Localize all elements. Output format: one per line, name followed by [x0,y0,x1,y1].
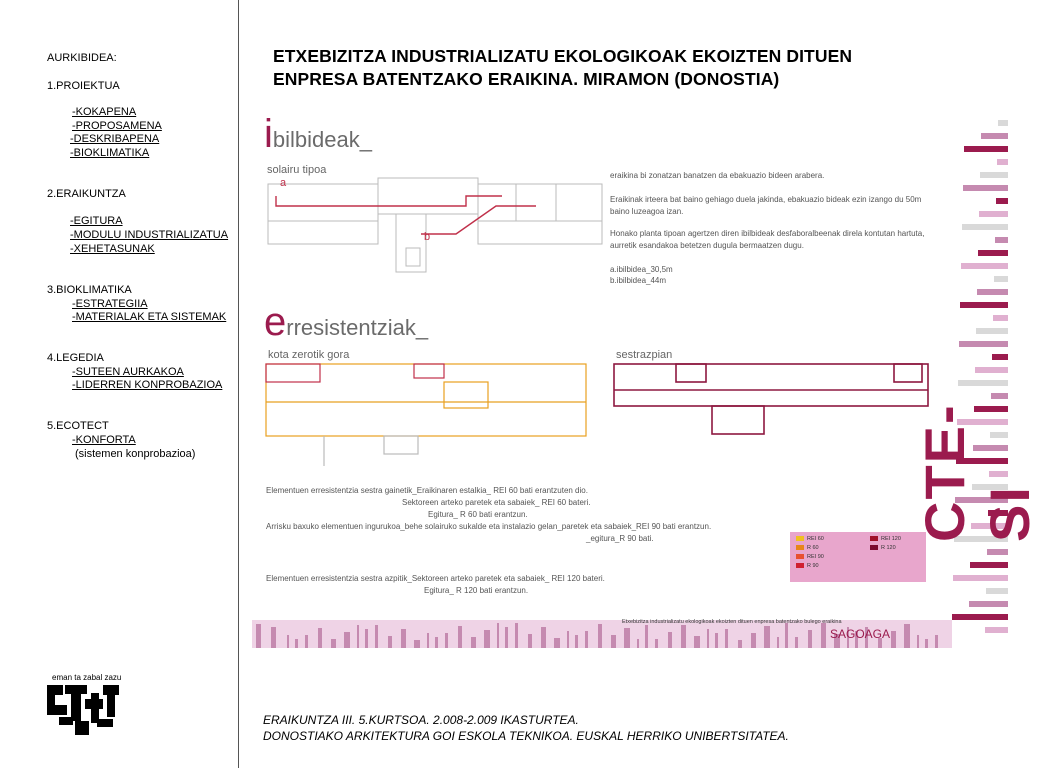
barcode-bar [528,634,532,648]
barcode-bar [598,624,602,648]
barcode-bar [821,623,826,648]
legend-item: REI 120 [870,536,901,542]
title-line-2: ENPRESA BATENTZAKO ERAIKINA. MIRAMON (DONOSTIA) [273,69,780,89]
floor-plan-above-ground [264,362,590,472]
barcode-bar [375,625,378,648]
barcode-bar [318,628,322,648]
resistance-line-6: Elementuen erresistentzia sestra azpitik_Sektoreen arteko paretek eta sabaiek_ REI 120 bateri. [266,574,605,583]
barcode-bar [694,636,700,648]
barcode-bar [256,624,261,648]
side-bar [993,315,1008,321]
cte-si-side-graphic [938,120,1010,652]
title-line-1: ETXEBIZITZA INDUSTRIALIZATU EKOLOGIKOAK EKOIZTEN DITUEN [273,46,853,66]
legend-swatch [796,554,804,559]
barcode-bar [344,632,350,648]
legend-swatch [796,536,804,541]
link-liderren-konprobazioa[interactable]: -LIDERREN KONPROBAZIOA [72,379,223,391]
side-bar [978,250,1008,256]
side-bar [987,549,1008,555]
side-bar [991,393,1008,399]
side-bar [986,588,1008,594]
side-bar [985,627,1008,633]
floor-plan-below-ground [612,362,932,442]
barcode-bar [725,629,728,648]
barcode-bar [515,623,518,648]
barcode-bar [484,630,490,648]
route-a-line [276,196,502,206]
legend-item: R 90 [796,563,819,569]
side-bar [975,367,1008,373]
route-distance-b: b.ibilbidea_44m [610,276,667,285]
barcode-bar [808,630,812,648]
side-bar [980,172,1008,178]
barcode-bar [751,633,756,648]
legend-swatch [870,536,878,541]
barcode-bar [567,631,569,648]
barcode-bar [287,635,289,648]
link-egitura[interactable]: -EGITURA [70,215,123,227]
heading-initial-e: e [264,300,287,344]
side-bar [997,159,1008,165]
ecotect-note: (sistemen konprobazioa) [75,448,196,460]
plan-label-kota-zerotik-gora: kota zerotik gora [268,349,350,361]
section-heading-legedia: 4.LEGEDIA [47,352,104,364]
barcode-bar [331,639,336,648]
side-bar [961,263,1008,269]
side-bar [959,341,1008,347]
side-bar [998,120,1008,126]
resistance-line-1: Elementuen erresistentzia sestra gainetik_Eraikinaren estalkia_ REI 60 bati erantzuten dio. [266,486,588,495]
link-materialak-eta-sistemak[interactable]: -MATERIALAK ETA SISTEMAK [72,311,227,323]
university-logo-icon [45,683,121,737]
side-bar [994,276,1008,282]
barcode-bar [585,631,588,648]
plan-label-solairu-tipoa: solairu tipoa [267,164,327,176]
side-bar [981,133,1008,139]
barcode-bar [471,637,476,648]
legend-item: REI 60 [796,536,824,542]
link-proposamena[interactable]: -PROPOSAMENA [72,120,162,132]
barcode-bar [668,632,672,648]
sidebar-title: AURKIBIDEA: [47,52,117,64]
side-bar [964,146,1008,152]
section-heading-proiektua: 1.PROIEKTUA [47,80,120,92]
section-heading-eraikuntza: 2.ERAIKUNTZA [47,188,126,200]
barcode-bar [295,639,298,648]
barcode-bar [891,631,896,648]
section-heading-bioklimatika: 3.BIOKLIMATIKA [47,284,132,296]
legend-swatch [796,545,804,550]
evacuation-text-3: Honako planta tipoan agertzen diren ibilbideak desfaboralbeenak direla kontutan hartuta, aurretik esandakoa betetzen dugula bermaatzen dugu. [610,229,925,250]
resistance-line-7: Egitura_ R 120 bati erantzun. [424,586,529,595]
barcode-bar [388,636,392,648]
barcode-bar [435,637,438,648]
legend-item: R 120 [870,545,896,551]
resistance-line-5: _egitura_R 90 bati. [586,534,654,543]
link-suteen-aurkakoa[interactable]: -SUTEEN AURKAKOA [72,366,184,378]
barcode-bar [681,625,686,648]
footer [263,712,789,744]
side-bar [962,224,1008,230]
barcode-bar [655,639,658,648]
barcode-bar [271,627,276,648]
heading-ibilbideak [264,112,372,157]
barcode-bar [917,635,919,648]
barcode-bar [764,626,770,648]
heading-rest-ibilbideak: bilbideak_ [272,127,372,152]
sidebar [0,0,239,768]
heading-erresistentziak [264,300,428,345]
side-bar [996,198,1008,204]
barcode-bar [497,623,499,648]
barcode-bar [707,629,709,648]
side-bar [963,185,1008,191]
barcode-bar [414,640,420,648]
heading-rest-erresistentziak: rresistentziak_ [286,315,429,340]
resistance-line-4: Arrisku baxuko elementuen ingurukoa_behe solairuko sukalde eta instalazio gelan_paretek eta sabaiek_REI 90 bati erantzun. [266,522,712,531]
link-deskribapena[interactable]: -DESKRIBAPENA [70,133,160,145]
barcode-bar [624,628,630,648]
section-heading-ecotect: 5.ECOTECT [47,420,109,432]
side-bar [960,302,1008,308]
side-bar [977,289,1008,295]
barcode-bar [305,635,308,648]
link-modulu-industrializatua[interactable]: -MODULU INDUSTRIALIZATUA [70,229,229,241]
route-marker-b: b [424,231,431,243]
side-bar [969,601,1008,607]
poster-board [252,112,1041,657]
link-bioklimatika[interactable]: -BIOKLIMATIKA [70,147,150,159]
barcode-bar [541,627,546,648]
side-bar [995,237,1008,243]
barcode-bar [427,633,429,648]
barcode-bar [575,635,578,648]
barcode-bar [401,629,406,648]
banner-name: SAGOAGA [830,627,891,641]
barcode-bar [715,633,718,648]
resistance-line-3: Egitura_ R 60 bati erantzun. [428,510,528,519]
barcode-bar [645,625,648,648]
plan-label-sestrazpian: sestrazpian [616,349,673,361]
barcode-bar [611,635,616,648]
side-bar [979,211,1008,217]
evacuation-text-2: Eraikinak irteera bat baino gehiago duela jakinda, ebakuazio bideak ezin izango du 50m baino luzeagoa izan. [610,195,922,216]
legend-item: R 60 [796,545,819,551]
side-bar [976,328,1008,334]
side-bar [952,614,1008,620]
footer-line-1: ERAIKUNTZA III. 5.KURTSOA. 2.008-2.009 IKASTURTEA. [263,713,579,727]
page-title [273,45,993,91]
barcode-bar [554,638,560,648]
heading-initial-i: i [264,112,273,156]
legend-swatch [796,563,804,568]
side-bar [992,354,1008,360]
side-bar [970,562,1008,568]
barcode-bar [904,624,910,648]
side-bar [958,380,1008,386]
logo-motto: eman ta zabal zazu [52,673,122,682]
barcode-bar [505,627,508,648]
evacuation-text-1: eraikina bi zonatzan banatzen da ebakuazio bideen arabera. [610,171,825,180]
floor-plan-typical [266,176,606,276]
barcode-bar [777,637,779,648]
cte-si-logo: CTE-SI [913,403,1041,542]
barcode-bar [365,629,368,648]
barcode-bar [795,637,798,648]
barcode-bar [637,639,639,648]
legend-item: REI 90 [796,554,824,560]
barcode-bar [458,626,462,648]
link-konforta[interactable]: -KONFORTA [72,434,136,446]
resistance-legend [790,532,926,582]
link-estrategiia[interactable]: -ESTRATEGIIA [72,298,148,310]
legend-swatch [870,545,878,550]
route-distance-a: a.ibilbidea_30,5m [610,265,673,274]
barcode-bar [925,639,928,648]
side-bar [953,575,1008,581]
footer-line-2: DONOSTIAKO ARKITEKTURA GOI ESKOLA TEKNIKOA. EUSKAL HERRIKO UNIBERTSITATEA. [263,729,789,743]
route-marker-a: a [280,177,287,189]
resistance-line-2: Sektoreen arteko paretek eta sabaiek_ REI 60 bateri. [402,498,591,507]
barcode-bar [785,623,788,648]
barcode-bar [445,633,448,648]
banner-caption: Etxebizitza industrializatu ekologikoak ekoizten dituen enpresa batentzako bulego eraikina [622,619,842,625]
link-kokapena[interactable]: -KOKAPENA [72,106,137,118]
barcode-bar [357,625,359,648]
barcode-bar [738,640,742,648]
link-xehetasunak[interactable]: -XEHETASUNAK [70,243,155,255]
